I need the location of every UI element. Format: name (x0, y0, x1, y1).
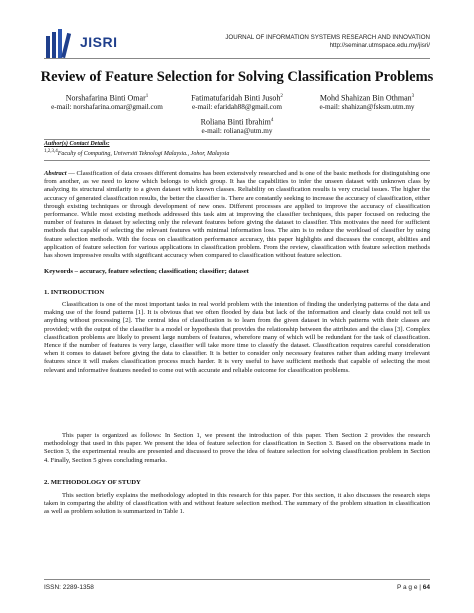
author-sup: 4 (270, 118, 274, 123)
author-email[interactable]: e-mail: shahizan@fsksm.utm.my (319, 102, 415, 111)
methodology-paragraph-1: This section briefly explains the methodology adopted in this research for this paper. For this section, it also discusses the research steps taken in comparing the ability of classification with and without feature selection method. The summary of the problem situation in classification as well as problem solution is summarized in Table 1. (44, 492, 430, 516)
author-block-2 (172, 92, 302, 112)
journal-url[interactable]: http://seminar.utmspace.edu.my/jisri/ (329, 42, 430, 49)
abstract-text: — Classification of data crosses different domains has been extensively researched and is one of the basic methods for distinguishing one from another, as we need to know which belongs to which group. It has the capabilities to infer the unseen dataset with unknown class by analyzing its structural similarity to a given dataset with known classes. Reliability on classification results is very crucial issues. The higher the accuracy of generated classification results, the better the classifier is. There are constantly seeking to increase the accuracy of classification, either through existing techniques or through development of new ones. Different processes are applied to improve the accuracy of classification performance. While most existing methods addressed this task aim at improving the classifier techniques, this paper focused on reducing the number of features in dataset by selecting only the relevant features before giving the dataset to classifier. This motivates the need for sufficient methods that capable of selecting the relevant features with minimal information loss. The aim is to reduce the workload of classifier by using feature selection methods. With the focus on classification performance accuracy, this paper highlights and discusses the concept, abilities and application of feature selection for various applications in classification problem. From the review, classification with feature selection methods has shown impressive results with significant accuracy when compared to classification without feature selection. (44, 170, 431, 260)
author-contact-details (44, 141, 430, 159)
journal-name: JOURNAL OF INFORMATION SYSTEMS RESEARCH AND INNOVATION (225, 34, 430, 41)
footer-divider (44, 579, 430, 580)
page-number: 64 (422, 584, 430, 591)
logo-books-icon (44, 26, 80, 62)
contact-label: Author(s) Contact Details: (44, 141, 110, 147)
author-name: Roliana Binti Ibrahim (200, 117, 271, 127)
author-email[interactable]: e-mail: roliana@utm.my (201, 126, 273, 135)
author-block-4 (172, 116, 302, 136)
keywords: Keywords – accuracy, feature selection; classification; classifier; dataset (44, 268, 249, 275)
author-name: Fatimatufaridah Binti Jusoh (191, 93, 281, 103)
author-sup: 3 (411, 94, 415, 99)
contact-sup: 1,2,3,4 (44, 149, 58, 155)
section-heading-methodology: 2. METHODOLOGY OF STUDY (44, 479, 141, 486)
author-block-3 (302, 92, 432, 112)
logo-text: JISRI (80, 34, 118, 50)
author-block-1 (42, 92, 172, 112)
author-sup: 2 (280, 94, 283, 99)
contact-divider-top (44, 139, 430, 140)
page-label: P a g e | (396, 584, 421, 591)
page-info (397, 584, 430, 591)
contact-affiliation: Faculty of Computing, Universiti Teknologi Malaysia., Johor, Malaysia (57, 151, 230, 158)
contact-divider-bottom (44, 160, 430, 161)
abstract-heading: Abstract (44, 170, 67, 177)
issn: ISSN: 2289-1358 (44, 584, 94, 591)
author-email[interactable]: e-mail: norshafarina.omar@gmail.com (51, 102, 163, 111)
paper-title: Review of Feature Selection for Solving Classification Problems (40, 69, 434, 85)
journal-header (225, 34, 430, 50)
abstract (44, 170, 430, 260)
author-email[interactable]: e-mail: efaridah88@gmail.com (191, 102, 283, 111)
section-heading-introduction: 1. INTRODUCTION (44, 289, 105, 296)
intro-paragraph-2: This paper is organized as follows: In Section 1, we present the introduction of this paper. Then Section 2 provides the research methodology that used in this paper. We present the idea of feature selection for classification in Section 3. Based on the observations made in Section 3, the experimental results are presented and discussed to prove the idea of feature selection for solving classification problem in Section 4. Finally, Section 5 gives concluding remarks. (44, 432, 430, 464)
author-name: Norshafarina Binti Omar (65, 93, 146, 103)
intro-paragraph-1: Classification is one of the most important tasks in real world problem with the intention of finding the underlying patterns of the data and making use of the found patterns [1]. It is obvious that we often flooded by data but lack of the information and clearly data could not tell us anything without processing [2]. The central idea of classification is to learn from the given dataset in which patterns with their classes are provided; with the output of the classifier is a model or hypothesis that provides the relationship between the attributes and the class [3]. Complex classification problems are likely to present large numbers of features, wherefore many of which will be redundant for the task of classification. Hence if the number of features is very large, classifier will take more time to classify the dataset. Classification requires careful consideration when it comes to dataset before giving the data to classifier. It is better to consider only necessary features rather than adding many irrelevant features since it will makes classification process much harder. It is very useful to have sufficient methods that capable of selecting the most relevant and informative features needed to come out with accurate and reliable outcome for classification problems. (44, 301, 430, 374)
header-divider (44, 58, 430, 59)
author-name: Mohd Shahizan Bin Othman (319, 93, 412, 103)
author-sup: 1 (145, 94, 149, 99)
